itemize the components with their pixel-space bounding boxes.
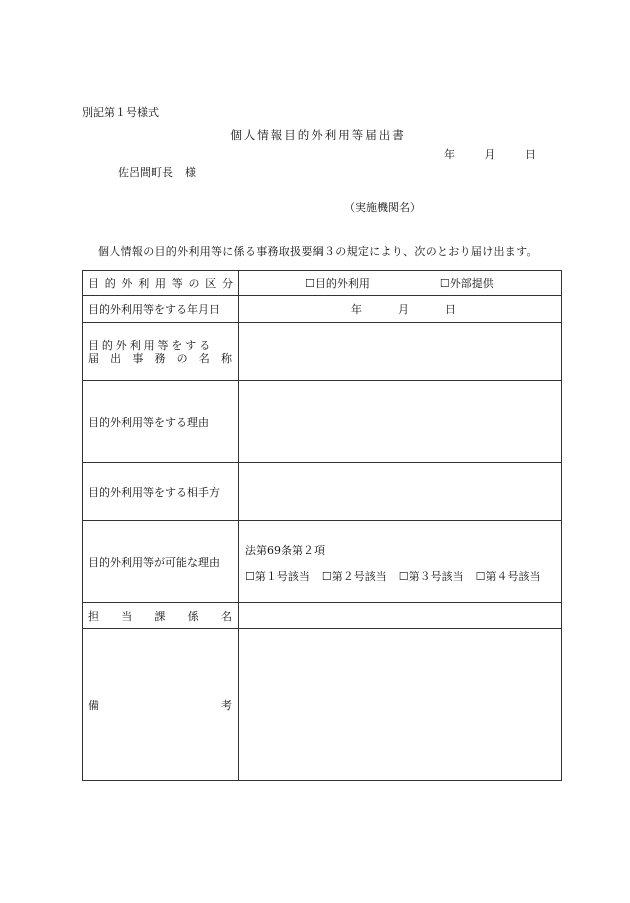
checkbox-item-2[interactable]: ☐第２号該当	[321, 569, 387, 583]
value-remarks[interactable]	[239, 629, 562, 781]
law-article: 法第69条第２項	[245, 543, 325, 557]
checkbox-item-1[interactable]: ☐第１号該当	[245, 569, 310, 583]
form-number: 別記第１号様式	[82, 106, 159, 119]
label-affair-name: 目的外利用等をする 届 出 事 務 の 名 称	[83, 323, 239, 381]
row-affair-name	[83, 323, 562, 381]
row-usage-date	[83, 296, 562, 323]
row-staff-name	[83, 603, 562, 629]
value-usage-category	[239, 271, 562, 296]
checkbox-outside-use[interactable]: ☐目的外利用	[305, 277, 370, 290]
label-counterparty: 目的外利用等をする相手方	[83, 463, 239, 521]
label-usage-category: 目 的 外 利 用 等 の 区 分	[83, 271, 239, 296]
checkbox-item-3[interactable]: ☐第３号該当	[398, 569, 464, 583]
label-legal-basis: 目的外利用等が可能な理由	[83, 521, 239, 603]
submission-date	[444, 149, 536, 160]
intro-text: 個人情報の目的外利用等に係る事務取扱要綱３の規定により、次のとおり届け出ます。	[98, 245, 538, 258]
value-usage-reason[interactable]	[239, 381, 562, 463]
addressee-honorific: 様	[185, 166, 196, 179]
row-counterparty	[83, 463, 562, 521]
row-remarks	[83, 629, 562, 781]
checkbox-item-4[interactable]: ☐第４号該当	[475, 569, 541, 583]
date-month-label: 月	[484, 148, 496, 161]
row-usage-category	[83, 271, 562, 296]
row-usage-reason	[83, 381, 562, 463]
label-remarks: 備 考	[83, 629, 239, 781]
date-day-label: 日	[525, 148, 536, 161]
usage-date-year: 年	[351, 303, 362, 316]
notification-form-table	[82, 270, 562, 781]
label-usage-date: 目的外利用等をする年月日	[83, 296, 239, 323]
label-staff-name: 担 当 課 係 名	[83, 603, 239, 629]
value-legal-basis	[239, 521, 562, 603]
value-affair-name[interactable]	[239, 323, 562, 381]
value-staff-name[interactable]	[239, 603, 562, 629]
document-title: 個人情報目的外利用等届出書	[230, 128, 406, 142]
usage-date-day: 日	[445, 303, 456, 316]
label-usage-reason: 目的外利用等をする理由	[83, 381, 239, 463]
value-usage-date[interactable]	[239, 296, 562, 323]
checkbox-external-provision[interactable]: ☐外部提供	[439, 277, 494, 290]
usage-date-month: 月	[398, 303, 409, 316]
addressee	[118, 167, 196, 178]
date-year-label: 年	[444, 148, 455, 161]
value-counterparty[interactable]	[239, 463, 562, 521]
agency-name-label: （実施機関名）	[344, 201, 421, 214]
addressee-name: 佐呂間町長	[118, 166, 173, 179]
row-legal-basis	[83, 521, 562, 603]
